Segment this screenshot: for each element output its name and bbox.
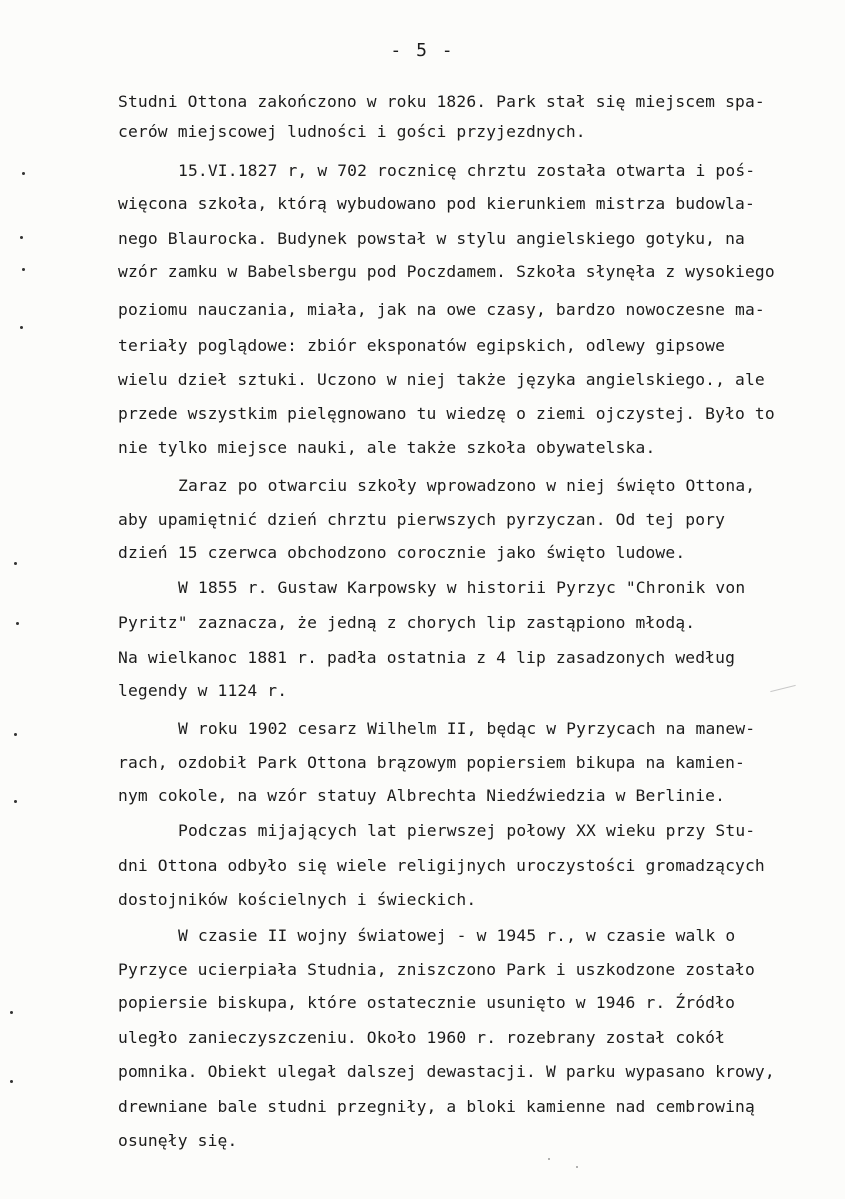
text-line: wielu dzieł sztuki. Uczono w niej także języka angielskiego., ale xyxy=(118,370,765,389)
text-line: nie tylko miejsce nauki, ale także szkoła obywatelska. xyxy=(118,438,656,457)
margin-dot xyxy=(14,733,17,736)
margin-dot xyxy=(10,1011,13,1014)
margin-dot xyxy=(14,800,17,803)
text-line: W czasie II wojny światowej - w 1945 r., w czasie walk o xyxy=(178,926,736,945)
margin-dot xyxy=(14,562,17,565)
text-line: teriały poglądowe: zbiór eksponatów egipskich, odlewy gipsowe xyxy=(118,336,726,355)
text-line: Zaraz po otwarciu szkoły wprowadzono w niej święto Ottona, xyxy=(178,476,756,495)
margin-dot xyxy=(22,172,25,175)
pencil-mark xyxy=(770,685,795,692)
margin-dot xyxy=(10,1080,13,1083)
text-line: przede wszystkim pielęgnowano tu wiedzę o ziemi ojczystej. Było to xyxy=(118,404,775,423)
text-line: legendy w 1124 r. xyxy=(118,681,288,700)
text-line: więcona szkoła, którą wybudowano pod kierunkiem mistrza budowla- xyxy=(118,194,755,213)
text-line: dni Ottona odbyło się wiele religijnych uroczystości gromadzących xyxy=(118,856,765,875)
pencil-mark xyxy=(576,1166,578,1168)
text-line: aby upamiętnić dzień chrztu pierwszych pyrzyczan. Od tej pory xyxy=(118,510,726,529)
text-line: wzór zamku w Babelsbergu pod Poczdamem. Szkoła słynęła z wysokiego xyxy=(118,262,775,281)
text-line: 15.VI.1827 r, w 702 rocznicę chrztu została otwarta i poś- xyxy=(178,161,756,180)
text-line: Na wielkanoc 1881 r. padła ostatnia z 4 lip zasadzonych według xyxy=(118,648,736,667)
margin-dot xyxy=(22,268,25,271)
text-line: osunęły się. xyxy=(118,1131,238,1150)
text-line: drewniane bale studni przegniły, a bloki kamienne nad cembrowiną xyxy=(118,1097,755,1116)
text-line: dostojników kościelnych i świeckich. xyxy=(118,890,477,909)
text-line: W 1855 r. Gustaw Karpowsky w historii Pyrzyc "Chronik von xyxy=(178,578,746,597)
text-line: nego Blaurocka. Budynek powstał w stylu angielskiego gotyku, na xyxy=(118,229,745,248)
text-line: rach, ozdobił Park Ottona brązowym popiersiem bikupa na kamien- xyxy=(118,753,745,772)
margin-dot xyxy=(16,622,19,625)
text-line: pomnika. Obiekt ulegał dalszej dewastacji. W parku wypasano krowy, xyxy=(118,1062,775,1081)
text-line: uległo zanieczyszczeniu. Około 1960 r. rozebrany został cokół xyxy=(118,1028,726,1047)
text-line: Pyrzyce ucierpiała Studnia, zniszczono Park i uszkodzone zostało xyxy=(118,960,755,979)
pencil-mark xyxy=(548,1158,550,1160)
page-number: - 5 - xyxy=(390,40,455,61)
text-line: nym cokole, na wzór statuy Albrechta Niedźwiedzia w Berlinie. xyxy=(118,786,726,805)
text-line: popiersie biskupa, które ostatecznie usunięto w 1946 r. Źródło xyxy=(118,993,736,1012)
text-line: W roku 1902 cesarz Wilhelm II, będąc w Pyrzycach na manew- xyxy=(178,719,756,738)
text-line: Studni Ottona zakończono w roku 1826. Park stał się miejscem spa- xyxy=(118,92,765,111)
text-line: poziomu nauczania, miała, jak na owe czasy, bardzo nowoczesne ma- xyxy=(118,300,765,319)
margin-dot xyxy=(20,236,23,239)
text-line: Pyritz" zaznacza, że jedną z chorych lip zastąpiono młodą. xyxy=(118,613,696,632)
text-line: Podczas mijających lat pierwszej połowy XX wieku przy Stu- xyxy=(178,821,756,840)
text-line: dzień 15 czerwca obchodzono corocznie jako święto ludowe. xyxy=(118,543,686,562)
margin-dot xyxy=(20,326,23,329)
text-line: cerów miejscowej ludności i gości przyjezdnych. xyxy=(118,122,586,141)
